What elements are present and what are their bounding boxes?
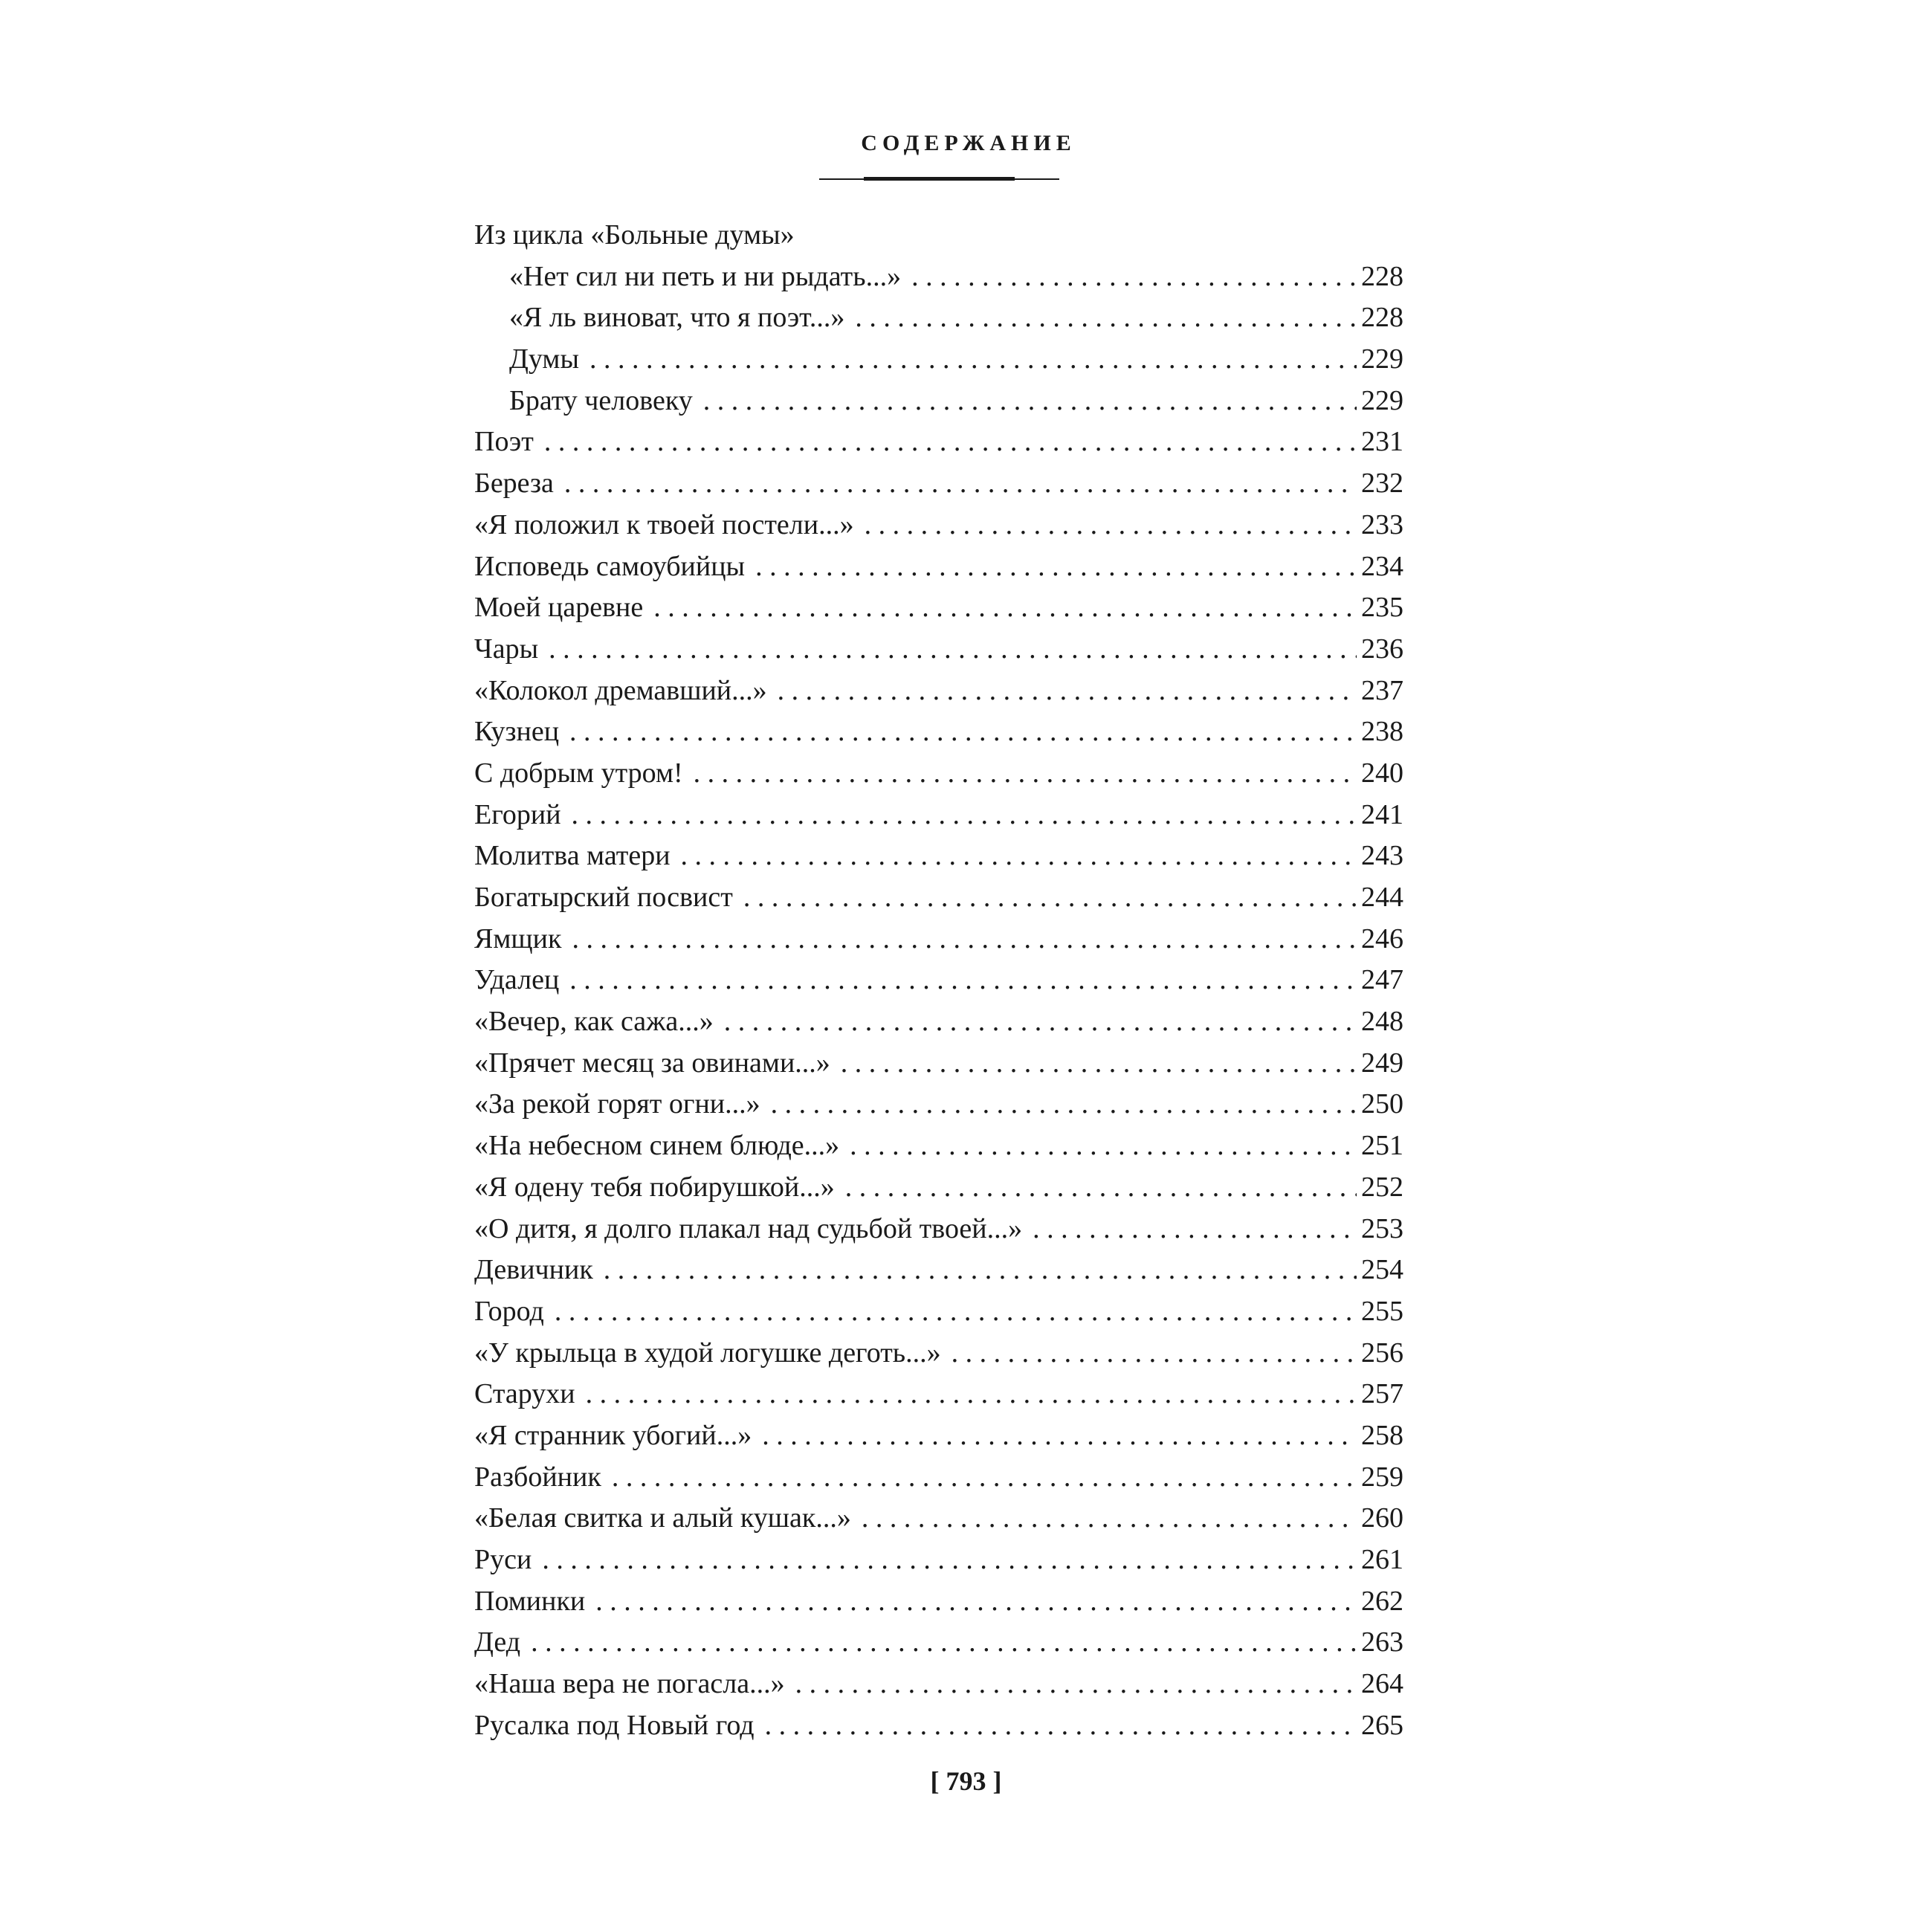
toc-entry-page: 236 <box>1361 633 1403 665</box>
dot-leader <box>586 1374 1357 1415</box>
toc-entry-title: «За рекой горят огни...» <box>474 1088 760 1120</box>
toc-entry[interactable] <box>474 1540 1403 1581</box>
toc-entry[interactable] <box>474 1457 1403 1499</box>
toc-entry-title: «Прячет месяц за овинами...» <box>474 1047 830 1079</box>
toc-entry-title: «На небесном синем блюде...» <box>474 1130 840 1162</box>
toc-entry[interactable] <box>474 1374 1403 1415</box>
dot-leader <box>778 671 1357 712</box>
toc-entry[interactable] <box>474 711 1403 753</box>
toc-entry-page: 265 <box>1361 1709 1403 1741</box>
toc-entry-page: 228 <box>1361 260 1403 292</box>
dot-leader <box>569 711 1357 753</box>
toc-entry-page: 257 <box>1361 1378 1403 1410</box>
toc-entry-page: 264 <box>1361 1668 1403 1700</box>
toc-entry[interactable] <box>474 463 1403 505</box>
toc-entry[interactable] <box>474 1705 1403 1747</box>
dot-leader <box>850 1125 1357 1167</box>
toc-entry-title: Разбойник <box>474 1461 601 1493</box>
dot-leader <box>855 297 1357 339</box>
toc-entry-title: Думы <box>509 343 579 375</box>
toc-entry-page: 260 <box>1361 1502 1403 1534</box>
toc-entry-page: 233 <box>1361 508 1403 540</box>
toc-entry-page: 255 <box>1361 1295 1403 1327</box>
toc-entry-page: 254 <box>1361 1254 1403 1286</box>
dot-leader <box>952 1333 1357 1374</box>
toc-entry[interactable] <box>474 836 1403 877</box>
dot-leader <box>762 1415 1357 1457</box>
dot-leader <box>765 1705 1357 1747</box>
toc-entry-page: 232 <box>1361 468 1403 500</box>
toc-entry-page: 262 <box>1361 1585 1403 1617</box>
toc-entry-title: «Вечер, как сажа...» <box>474 1006 714 1038</box>
toc-entry-title: «Я ль виноват, что я поэт...» <box>509 302 845 334</box>
toc-entry-title: Егорий <box>474 798 561 830</box>
dot-leader <box>572 795 1357 836</box>
toc-entry[interactable] <box>474 1333 1403 1374</box>
toc-entry-title: «Я одену тебя побирушкой...» <box>474 1171 835 1203</box>
toc-entry[interactable] <box>474 1001 1403 1043</box>
toc-entry-title: Исповедь самоубийцы <box>474 550 746 582</box>
toc-entry-title: Поэт <box>474 426 534 458</box>
toc-entry-page: 241 <box>1361 798 1403 830</box>
toc-entry-page: 258 <box>1361 1419 1403 1451</box>
table-of-contents <box>474 215 1403 1746</box>
dot-leader <box>531 1622 1357 1664</box>
toc-entry-title: «Белая свитка и алый кушак...» <box>474 1502 851 1534</box>
toc-entry-title: Брату человеку <box>509 384 693 416</box>
dot-leader <box>703 381 1357 422</box>
toc-entry-page: 243 <box>1361 840 1403 872</box>
dot-leader <box>1033 1209 1357 1250</box>
toc-entry[interactable] <box>474 1250 1403 1291</box>
dot-leader <box>865 505 1357 546</box>
toc-entry-title: «У крыльца в худой логушке деготь...» <box>474 1337 941 1369</box>
toc-entry-page: 252 <box>1361 1171 1403 1203</box>
toc-entry-page: 229 <box>1361 384 1403 416</box>
page-number: [ 793 ] <box>930 1766 1002 1796</box>
page-title: СОДЕРЖАНИЕ <box>861 131 1076 155</box>
toc-entry-page: 240 <box>1361 757 1403 789</box>
dot-leader <box>743 877 1357 919</box>
toc-entry-page: 237 <box>1361 674 1403 706</box>
toc-entry-page: 253 <box>1361 1212 1403 1244</box>
toc-sub-entry[interactable] <box>474 297 1403 339</box>
toc-sub-entry[interactable] <box>474 381 1403 422</box>
toc-entry[interactable] <box>474 1291 1403 1333</box>
toc-entry-title: «Наша вера не погасла...» <box>474 1668 785 1700</box>
toc-entry-page: 228 <box>1361 302 1403 334</box>
toc-entry-title: Дед <box>474 1626 521 1658</box>
toc-entry-title: Русалка под Новый год <box>474 1709 755 1741</box>
toc-entry-page: 235 <box>1361 592 1403 624</box>
toc-entry[interactable] <box>474 587 1403 629</box>
dot-leader <box>724 1001 1357 1043</box>
dot-leader <box>681 836 1357 877</box>
toc-entry-title: Береза <box>474 468 554 500</box>
toc-entry[interactable] <box>474 1167 1403 1209</box>
toc-entry[interactable] <box>474 1498 1403 1540</box>
toc-entry-page: 261 <box>1361 1544 1403 1575</box>
dot-leader <box>845 1167 1357 1209</box>
dot-leader <box>755 546 1357 588</box>
toc-entry-page: 246 <box>1361 923 1403 954</box>
toc-entry-page: 238 <box>1361 716 1403 748</box>
toc-sub-entry[interactable] <box>474 339 1403 381</box>
toc-entry-title: Молитва матери <box>474 840 671 872</box>
toc-entry-title: Девичник <box>474 1254 593 1286</box>
toc-entry-page: 263 <box>1361 1626 1403 1658</box>
toc-entry[interactable] <box>474 1125 1403 1167</box>
toc-entry-page: 251 <box>1361 1130 1403 1162</box>
dot-leader <box>653 587 1357 629</box>
toc-entry-title: Поминки <box>474 1585 586 1617</box>
toc-entry-title: Чары <box>474 633 539 665</box>
toc-entry-page: 256 <box>1361 1337 1403 1369</box>
dot-leader <box>569 960 1357 1001</box>
dot-leader <box>544 421 1357 463</box>
dot-leader <box>771 1084 1357 1125</box>
toc-entry-title: Старухи <box>474 1378 575 1410</box>
toc-entry[interactable] <box>474 753 1403 795</box>
toc-entry-title: Кузнец <box>474 716 560 748</box>
toc-entry[interactable] <box>474 1664 1403 1705</box>
toc-entry[interactable] <box>474 1415 1403 1457</box>
dot-leader <box>911 256 1357 298</box>
dot-leader <box>795 1664 1357 1705</box>
dot-leader <box>595 1581 1357 1623</box>
toc-entry-title: Ямщик <box>474 923 562 954</box>
toc-entry-title: С добрым утром! <box>474 757 683 789</box>
toc-entry[interactable] <box>474 1043 1403 1085</box>
dot-leader <box>555 1291 1357 1333</box>
toc-entry-page: 249 <box>1361 1047 1403 1079</box>
toc-entry[interactable] <box>474 1084 1403 1125</box>
toc-entry[interactable] <box>474 795 1403 836</box>
toc-entry[interactable] <box>474 629 1403 671</box>
toc-entry-title: Город <box>474 1295 544 1327</box>
dot-leader <box>862 1498 1357 1540</box>
toc-entry[interactable] <box>474 671 1403 712</box>
page-header <box>0 131 1932 156</box>
toc-entry-title: «Я положил к твоей постели...» <box>474 508 854 540</box>
dot-leader <box>549 629 1357 671</box>
dot-leader <box>589 339 1357 381</box>
toc-entry-page: 250 <box>1361 1088 1403 1120</box>
dot-leader <box>604 1250 1357 1291</box>
dot-leader <box>564 463 1357 505</box>
dot-leader <box>612 1457 1357 1499</box>
toc-entry[interactable] <box>474 505 1403 546</box>
toc-entry[interactable] <box>474 1622 1403 1664</box>
toc-entry[interactable] <box>474 1581 1403 1623</box>
dot-leader <box>542 1540 1357 1581</box>
toc-entry[interactable] <box>474 421 1403 463</box>
dot-leader <box>572 919 1357 960</box>
toc-entry-title: Удалец <box>474 964 560 996</box>
toc-entry[interactable] <box>474 919 1403 960</box>
toc-entry-page: 229 <box>1361 343 1403 375</box>
toc-entry-title: «О дитя, я долго плакал над судьбой твоей...» <box>474 1212 1023 1244</box>
dot-leader <box>694 753 1357 795</box>
toc-entry-title: Руси <box>474 1544 532 1575</box>
section-heading: Из цикла «Больные думы» <box>474 219 795 251</box>
toc-entry-page: 244 <box>1361 882 1403 913</box>
toc-entry-title: Богатырский посвист <box>474 882 733 913</box>
toc-entry-title: «Колокол дремавший...» <box>474 674 767 706</box>
toc-entry[interactable] <box>474 1209 1403 1250</box>
toc-entry-title: «Нет сил ни петь и ни рыдать...» <box>509 260 902 292</box>
dot-leader <box>841 1043 1357 1085</box>
toc-sub-entry[interactable] <box>474 256 1403 298</box>
toc-entry-page: 234 <box>1361 550 1403 582</box>
toc-entry-title: Моей царевне <box>474 592 644 624</box>
toc-entry-page: 248 <box>1361 1006 1403 1038</box>
toc-entry[interactable] <box>474 960 1403 1001</box>
toc-entry[interactable] <box>474 546 1403 588</box>
toc-entry-page: 231 <box>1361 426 1403 458</box>
toc-entry-page: 259 <box>1361 1461 1403 1493</box>
toc-entry-title: «Я странник убогий...» <box>474 1419 752 1451</box>
toc-entry[interactable] <box>474 877 1403 919</box>
toc-entry-page: 247 <box>1361 964 1403 996</box>
title-rule-accent <box>864 177 1015 181</box>
